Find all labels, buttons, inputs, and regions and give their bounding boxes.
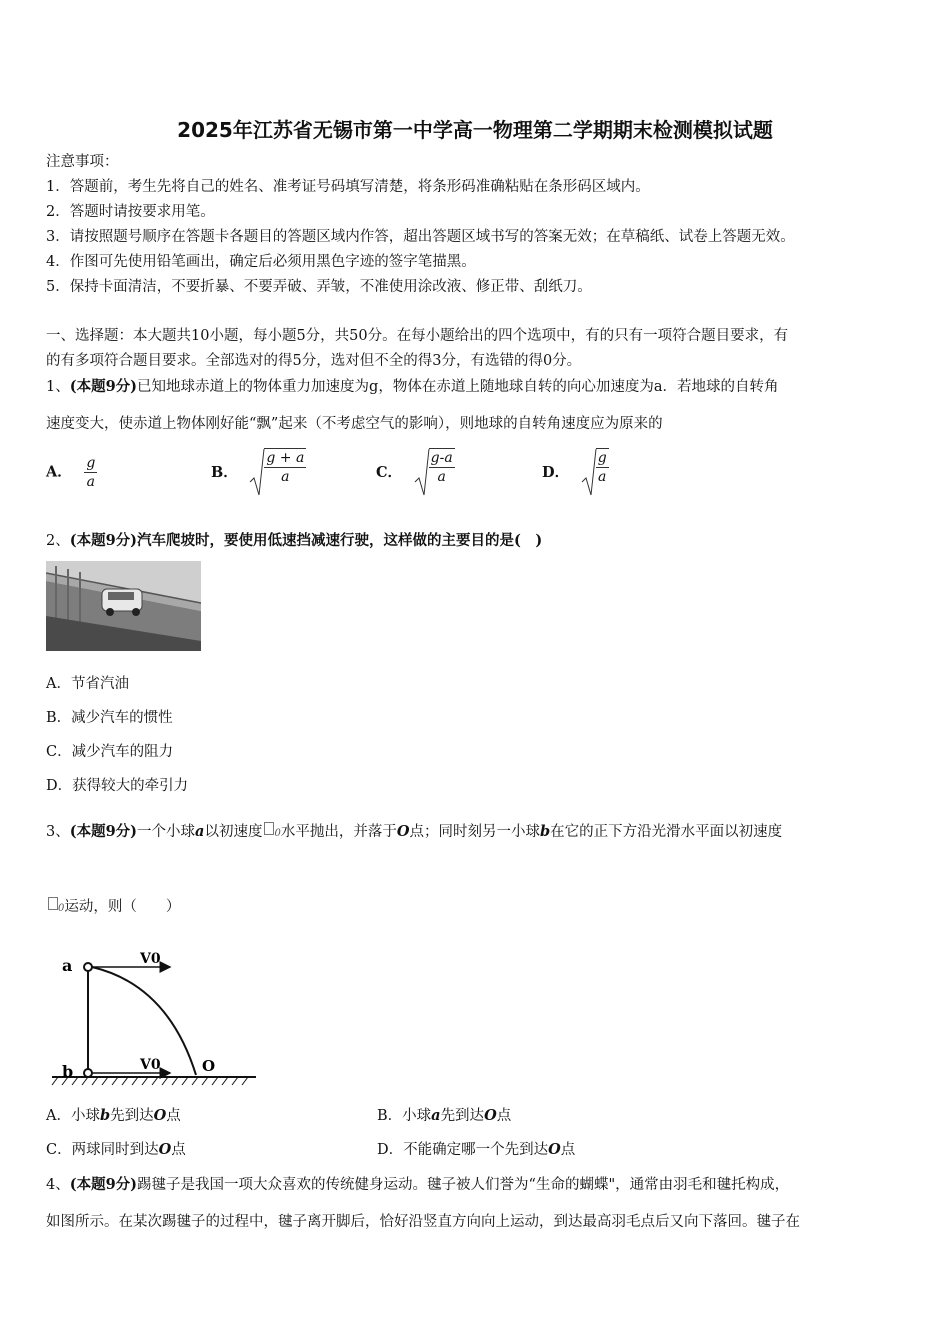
car-on-ramp-illustration bbox=[46, 561, 201, 651]
notice-item-2: 2．答题时请按要求用笔。 bbox=[46, 204, 215, 220]
question-4-line-1 bbox=[46, 1175, 789, 1195]
sqrt-icon bbox=[248, 448, 266, 498]
question-1-text-1: 已知地球赤道上的物体重力加速度为g，物体在赤道上随地球自转的向心加速度为a．若地球的自转角 bbox=[137, 379, 779, 395]
q1-option-b-sqrt bbox=[248, 448, 308, 498]
question-2-points: (本题9分) bbox=[69, 532, 138, 549]
question-1-points: (本题9分) bbox=[69, 378, 138, 395]
question-1-line-1 bbox=[46, 377, 778, 397]
figure-label-v0-bottom: V0 bbox=[140, 1057, 161, 1073]
q1-option-a-label: A． bbox=[46, 463, 72, 481]
question-3-line-1 bbox=[46, 822, 782, 844]
question-3-text-d: 点；同时刻另一小球 bbox=[409, 824, 540, 840]
q3-option-b-post: 点 bbox=[496, 1108, 512, 1124]
q3-option-a[interactable] bbox=[46, 1106, 181, 1126]
sqrt-icon bbox=[413, 448, 431, 498]
q1-option-b-fraction bbox=[264, 448, 306, 486]
notice-heading: 注意事项： bbox=[46, 154, 119, 170]
figure-label-a: a bbox=[62, 956, 73, 975]
q1-option-a-denominator: a bbox=[84, 472, 97, 491]
q3-option-c-post: 点 bbox=[171, 1142, 186, 1158]
section-heading-line-2: 的有多项符合题目要求。全部选对的得5分，选对但不全的得3分，有选错的得0分。 bbox=[46, 353, 582, 369]
question-1-line-2: 速度变大，使赤道上物体刚好能“飘”起来（不考虑空气的影响），则地球的自转角速度应为原来的 bbox=[46, 416, 663, 432]
question-4-points: (本题9分) bbox=[69, 1176, 138, 1193]
car-climbing-slope-image bbox=[46, 561, 201, 651]
section-heading-line-1: 一、选择题：本大题共10小题，每小题5分，共50分。在每小题给出的四个选项中，有的只有一项符合题目要求，有 bbox=[46, 328, 789, 344]
q3-option-b-mid: 先到达 bbox=[440, 1108, 485, 1124]
q2-option-c[interactable]: C．减少汽车的阻力 bbox=[46, 744, 174, 760]
notice-item-4: 4．作图可先使用铅笔画出，确定后必须用黑色字迹的签字笔描黑。 bbox=[46, 254, 476, 270]
question-3-v0-sub-2: 0 bbox=[58, 903, 65, 914]
figure-label-o: O bbox=[202, 1057, 216, 1075]
q2-option-b[interactable]: B．减少汽车的惯性 bbox=[46, 710, 173, 726]
q2-option-a[interactable]: A．节省汽油 bbox=[46, 676, 129, 692]
q1-option-c-numerator: g-a bbox=[430, 450, 453, 466]
q3-option-d[interactable] bbox=[377, 1140, 575, 1160]
q1-option-a-numerator: g bbox=[86, 455, 96, 471]
page-title: 2025年江苏省无锡市第一中学高一物理第二学期期末检测模拟试题 bbox=[177, 118, 773, 142]
question-4-number: 4、 bbox=[46, 1177, 70, 1193]
question-3-number: 3、 bbox=[46, 824, 70, 840]
q1-option-a[interactable] bbox=[46, 454, 97, 491]
q3-option-a-point: O bbox=[153, 1107, 167, 1124]
question-4-text-1: 踢毽子是我国一项大众喜欢的传统健身运动。毽子被人们誉为“生命的蝴蝶"，通常由羽毛和毽托构成， bbox=[137, 1177, 790, 1193]
projectile-figure bbox=[48, 945, 260, 1091]
v-symbol-icon bbox=[48, 897, 58, 910]
q2-option-d[interactable]: D．获得较大的牵引力 bbox=[46, 778, 189, 794]
q1-option-d-denominator: a bbox=[596, 467, 609, 486]
q1-option-d[interactable] bbox=[542, 448, 616, 498]
q1-option-b-label: B． bbox=[211, 464, 238, 481]
v-symbol-icon bbox=[264, 822, 274, 835]
question-3-text-2: 运动，则（ ） bbox=[64, 899, 181, 915]
q1-option-b-numerator: g + a bbox=[266, 450, 305, 466]
q3-option-d-point: O bbox=[548, 1141, 561, 1158]
notice-item-5: 5．保持卡面清洁，不要折暴、不要弄破、弄皱，不准使用涂改液、修正带、刮纸刀。 bbox=[46, 279, 592, 295]
q3-option-a-mid: 先到达 bbox=[110, 1108, 154, 1124]
q3-option-b[interactable] bbox=[377, 1106, 511, 1126]
q3-option-c[interactable] bbox=[46, 1140, 186, 1160]
figure-label-b: b bbox=[62, 1062, 74, 1081]
q3-option-a-post: 点 bbox=[166, 1108, 181, 1124]
q1-option-d-numerator: g bbox=[597, 450, 607, 466]
q3-option-c-pre: C．两球同时到达 bbox=[46, 1142, 159, 1158]
question-3-ball-b: b bbox=[539, 823, 551, 840]
q1-option-d-sqrt bbox=[580, 448, 616, 498]
q1-option-d-label: D． bbox=[542, 464, 570, 481]
q1-option-b-denominator: a bbox=[264, 467, 306, 486]
q1-option-c-sqrt bbox=[413, 448, 465, 498]
q3-option-b-point: O bbox=[484, 1107, 497, 1124]
q3-option-b-pre: B．小球 bbox=[377, 1108, 432, 1124]
question-1-number: 1、 bbox=[46, 379, 70, 395]
question-3-v0-sub: 0 bbox=[274, 828, 281, 839]
question-2-text: 汽车爬坡时，要使用低速挡减速行驶，这样做的主要目的是( ) bbox=[137, 532, 543, 549]
question-3-points: (本题9分) bbox=[69, 823, 138, 840]
question-4-line-2: 如图所示。在某次踢毽子的过程中，毽子离开脚后，恰好沿竖直方向向上运动，到达最高羽毛点后又向下落回。毽子在 bbox=[46, 1214, 800, 1230]
q3-option-d-post: 点 bbox=[560, 1142, 576, 1158]
question-3-text-a: 一个小球 bbox=[137, 824, 196, 840]
q1-option-c[interactable] bbox=[376, 448, 465, 498]
notice-item-1: 1．答题前，考生先将自己的姓名、准考证号码填写清楚，将条形码准确粘贴在条形码区域内。 bbox=[46, 179, 650, 195]
figure-label-v0-top: V0 bbox=[140, 951, 161, 967]
q3-option-a-ball: b bbox=[99, 1107, 111, 1124]
q1-option-a-fraction bbox=[84, 454, 97, 491]
question-3-text-e: 在它的正下方沿光滑水平面以初速度 bbox=[550, 824, 783, 840]
question-3-line-2 bbox=[46, 897, 180, 919]
q1-option-c-fraction bbox=[429, 448, 455, 486]
q3-option-a-pre: A．小球 bbox=[46, 1108, 100, 1124]
q1-option-c-denominator: a bbox=[429, 467, 455, 486]
question-3-point-o: O bbox=[396, 823, 410, 840]
question-3-text-b: 以初速度 bbox=[204, 824, 263, 840]
question-2-line-1 bbox=[46, 531, 542, 551]
q3-option-d-pre: D．不能确定哪一个先到达 bbox=[377, 1142, 549, 1158]
q1-option-b[interactable] bbox=[211, 448, 308, 498]
q1-option-c-label: C． bbox=[376, 464, 403, 481]
q3-option-c-point: O bbox=[158, 1141, 172, 1158]
question-2-number: 2、 bbox=[46, 533, 70, 549]
projectile-diagram bbox=[48, 945, 260, 1087]
question-3-ball-a: a bbox=[195, 823, 205, 840]
sqrt-icon bbox=[580, 448, 598, 498]
q3-option-b-ball: a bbox=[431, 1107, 441, 1124]
question-3-text-c: 水平抛出，并落于 bbox=[280, 824, 397, 840]
notice-item-3: 3．请按照题号顺序在答题卡各题目的答题区域内作答，超出答题区域书写的答案无效；在草稿纸、试卷上答题无效。 bbox=[46, 229, 795, 245]
